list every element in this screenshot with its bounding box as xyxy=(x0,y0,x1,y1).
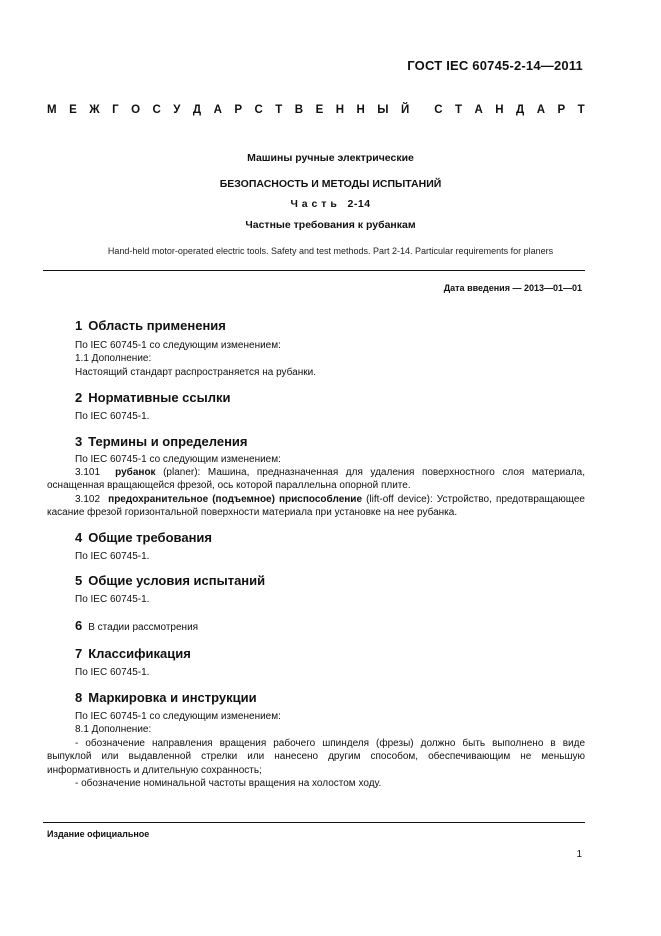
term: рубанок xyxy=(115,467,156,479)
banner-letter: Р xyxy=(557,104,566,116)
document-body xyxy=(47,318,586,790)
banner-letter: Н xyxy=(495,104,504,116)
paragraph: По IEC 60745-1. xyxy=(75,411,150,423)
section-heading xyxy=(75,690,585,706)
banner-letter: Т xyxy=(275,104,283,116)
banner-letter: Ж xyxy=(89,104,100,116)
section-title: Общие условия испытаний xyxy=(88,573,266,589)
section-heading xyxy=(75,318,585,334)
paragraph: По IEC 60745-1. xyxy=(75,667,150,679)
section-title: Нормативные ссылки xyxy=(88,390,231,406)
definition-text: (planer): Машина, предназначенная для удаления поверхностного слоя материала, оснащенная вращающейся фрезой, ось которой параллельна опорной плите. xyxy=(47,467,586,492)
divider-bottom xyxy=(43,822,585,823)
banner-letter: Т xyxy=(577,104,585,116)
banner-letter: С xyxy=(434,104,443,116)
term-number: 3.101 xyxy=(75,467,101,479)
banner-letter: А xyxy=(536,104,546,116)
paragraph: По IEC 60745-1. xyxy=(75,594,150,606)
standard-code: ГОСТ IEC 60745-2-14—2011 xyxy=(407,58,583,73)
banner-letter: А xyxy=(474,104,483,116)
banner-letter: Е xyxy=(315,104,324,116)
definition-text: (lift-off device): Устройство, предотвращающее касание фрезой горизонтальной поверхности материала при установке на нее рубанка. xyxy=(47,493,585,519)
banner-letter: Н xyxy=(356,104,365,116)
section-heading xyxy=(75,530,585,546)
introduction-date: Дата введения — 2013—01—01 xyxy=(443,283,582,293)
banner-letter: Е xyxy=(69,104,77,116)
section-number: 8 xyxy=(75,689,83,705)
interstate-standard-banner xyxy=(47,104,585,116)
list-item: - обозначение номинальной частоты вращения на холостом ходу. xyxy=(75,777,382,789)
divider-top xyxy=(43,270,585,271)
section-number: 2 xyxy=(75,390,83,406)
title-part: Ч а с т ь 2-14 xyxy=(290,198,371,210)
banner-letter: Т xyxy=(454,104,463,116)
section-title: Классификация xyxy=(88,646,191,662)
section-title: Область применения xyxy=(88,318,226,333)
term: предохранительное (подъемное) приспособление xyxy=(108,493,363,505)
section-title: Общие требования xyxy=(88,529,212,545)
paragraph: 8.1 Дополнение: xyxy=(75,724,152,736)
banner-letter: Ы xyxy=(377,104,389,116)
banner-letter: Н xyxy=(335,104,345,116)
banner-letter: Д xyxy=(516,104,525,116)
definition-3-102 xyxy=(47,493,585,520)
section-title: Маркировка и инструкции xyxy=(88,689,257,705)
banner-letter: Й xyxy=(401,104,410,116)
banner-letter: Д xyxy=(192,104,202,116)
title-line-1: Машины ручные электрические xyxy=(247,152,414,164)
section-heading xyxy=(75,434,585,450)
banner-letter: Р xyxy=(234,104,243,116)
section-number: 5 xyxy=(75,573,83,589)
title-line-4: Частные требования к рубанкам xyxy=(245,219,416,231)
section-heading xyxy=(75,618,585,636)
paragraph: По IEC 60745-1 со следующим изменением: xyxy=(75,710,281,722)
paragraph: Настоящий стандарт распространяется на рубанки. xyxy=(75,366,316,378)
paragraph: 1.1 Дополнение: xyxy=(75,353,152,365)
section-heading xyxy=(75,573,585,589)
banner-letter: Г xyxy=(112,104,119,116)
banner-letter: О xyxy=(131,104,141,116)
list-item: - обозначение направления вращения рабочего шпинделя (фрезы) должно быть выполнено в виде выпуклой или выдавленной стрелки или нанесено другим способом, обеспечивающим не меньшую информативность и длительную сохранность; xyxy=(47,737,585,776)
section-number: 7 xyxy=(75,646,83,662)
paragraph: По IEC 60745-1 со следующим изменением: xyxy=(75,453,281,465)
term-number: 3.102 xyxy=(75,493,101,505)
definition-3-101 xyxy=(47,466,585,493)
section-number: 1 xyxy=(75,318,83,333)
paragraph: По IEC 60745-1. xyxy=(75,550,150,562)
section-number: 3 xyxy=(75,433,83,449)
section-heading xyxy=(75,646,585,662)
banner-letter: С xyxy=(254,104,263,116)
section-number: 6 xyxy=(75,618,83,634)
banner-letter: В xyxy=(294,104,304,116)
banner-letter: С xyxy=(152,104,161,116)
page-number: 1 xyxy=(576,849,582,860)
section-heading xyxy=(75,390,585,406)
english-title: Hand-held motor-operated electric tools. Safety and test methods. Part 2-14. Particular requirements for planers xyxy=(107,246,554,256)
section-number: 4 xyxy=(75,529,83,545)
title-line-2: БЕЗОПАСНОСТЬ И МЕТОДЫ ИСПЫТАНИЙ xyxy=(219,178,442,190)
edition-label: Издание официальное xyxy=(47,829,150,839)
section-note: В стадии рассмотрения xyxy=(88,622,199,634)
banner-letter: А xyxy=(213,104,222,116)
banner-letter: У xyxy=(173,104,181,116)
paragraph: По IEC 60745-1 со следующим изменением: xyxy=(75,340,281,351)
section-title: Термины и определения xyxy=(88,433,248,449)
banner-letter: М xyxy=(47,104,57,116)
